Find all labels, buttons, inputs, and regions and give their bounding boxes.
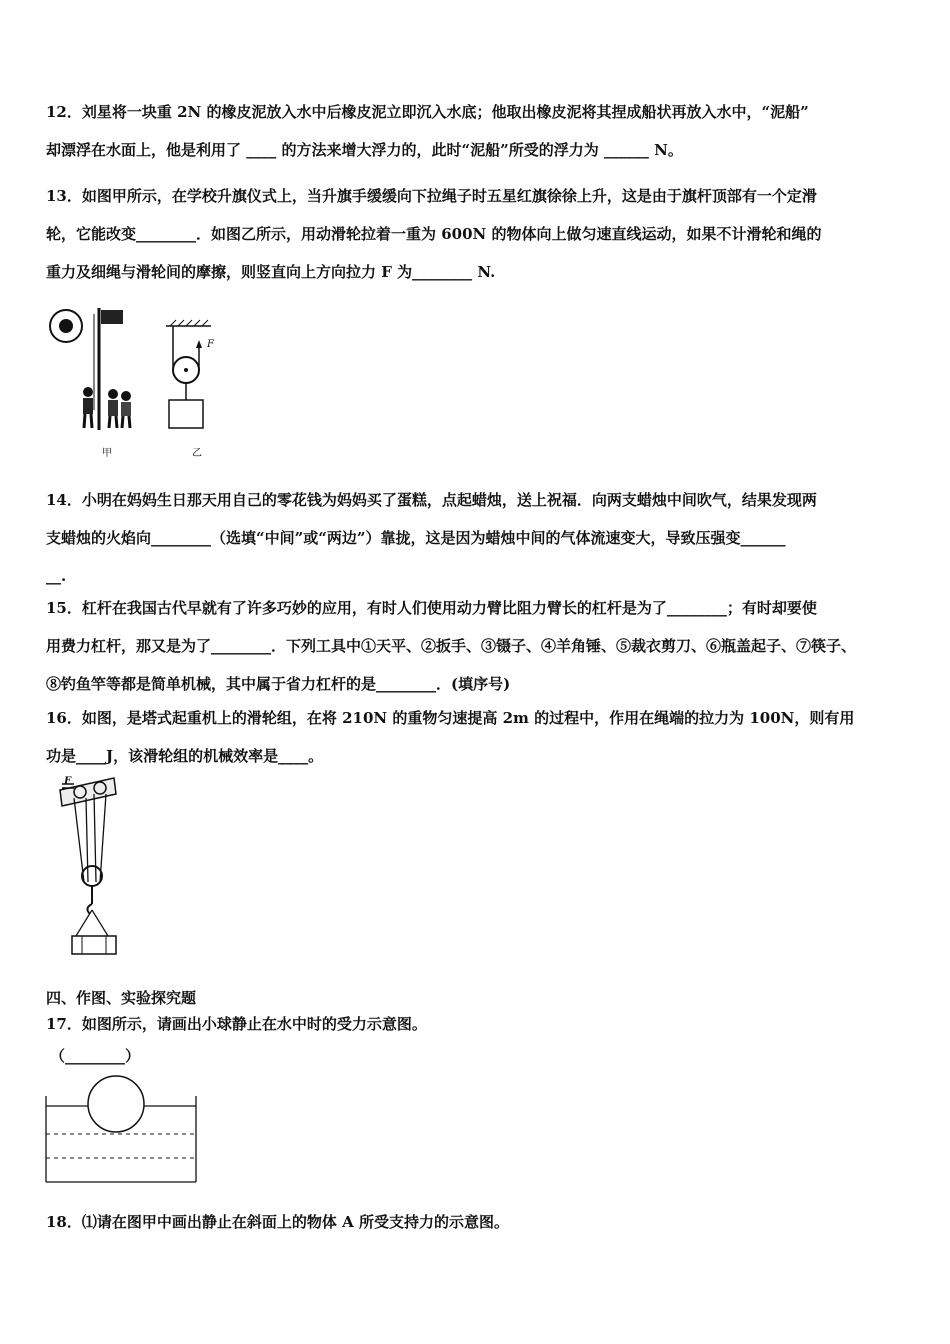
q12-line-2: 却漂浮在水面上，他是利用了 ____ 的方法来增大浮力的，此时“泥船”所受的浮力为 ______ N。 [46,141,683,159]
crane-pulley-illustration [46,772,146,962]
q15-line-3: ⑧钓鱼竿等都是简单机械，其中属于省力杠杆的是________．(填序号) [46,675,511,693]
section-4-title: 四、作图、实验探究题 [46,989,197,1007]
q16-line-1: 16．如图，是塔式起重机上的滑轮组，在将 210N 的重物匀速提高 2m 的过程中，作用在绳端的拉力为 100N，则有用 [46,709,855,727]
q16-line-2: 功是____J，该滑轮组的机械效率是____。 [46,747,324,765]
q15-line-1: 15．杠杆在我国古代早就有了许多巧妙的应用，有时人们使用动力臂比阻力臂长的杠杆是为了________；有时却要使 [46,599,817,617]
q15-line-2: 用费力杠杆，那又是为了________．下列工具中①天平、②扳手、③镊子、④羊角锤、⑤裁衣剪刀、⑥瓶盖起子、⑦筷子、 [46,637,857,655]
fig-jia-caption: 甲 [102,448,112,459]
q17-answer-blank: （________） [50,1047,141,1065]
ball-in-water-illustration [44,1074,200,1186]
q13-line-3: 重力及细绳与滑轮间的摩擦，则竖直向上方向拉力 F 为________ N. [46,263,496,281]
q17-figure [44,1074,200,1186]
q13-line-2: 轮，它能改变________．如图乙所示，用动滑轮拉着一重为 600N 的物体向上做匀速直线运动，如果不计滑轮和绳的 [46,225,822,243]
q12-line-1: 12．刘星将一块重 2N 的橡皮泥放入水中后橡皮泥立即沉入水底；他取出橡皮泥将其捏成船状再放入水中，“泥船” [46,103,809,121]
q17-line-1: 17．如图所示，请画出小球静止在水中时的受力示意图。 [46,1015,427,1033]
crane-force-label: F [64,776,72,787]
fig-yi-caption: 乙 [192,448,202,459]
q14-line-2: 支蜡烛的火焰向________（选填“中间”或“两边”）靠拢，这是因为蜡烛中间的气体流速变大，导致压强变______ [46,529,786,547]
q14-line-3: __. [46,567,67,585]
q13-line-1: 13．如图甲所示，在学校升旗仪式上，当升旗手缓缓向下拉绳子时五星红旗徐徐上升，这是由于旗杆顶部有一个定滑 [46,187,817,205]
q16-figure [46,772,146,962]
q13-figure [46,300,226,460]
flagpole-pulley-illustration [46,300,226,460]
q14-line-1: 14．小明在妈妈生日那天用自己的零花钱为妈妈买了蛋糕，点起蜡烛，送上祝福．向两支蜡烛中间吹气，结果发现两 [46,491,817,509]
q18-line-1: 18．⑴请在图甲中画出静止在斜面上的物体 A 所受支持力的示意图。 [46,1213,509,1231]
force-f-label: F [207,339,214,350]
